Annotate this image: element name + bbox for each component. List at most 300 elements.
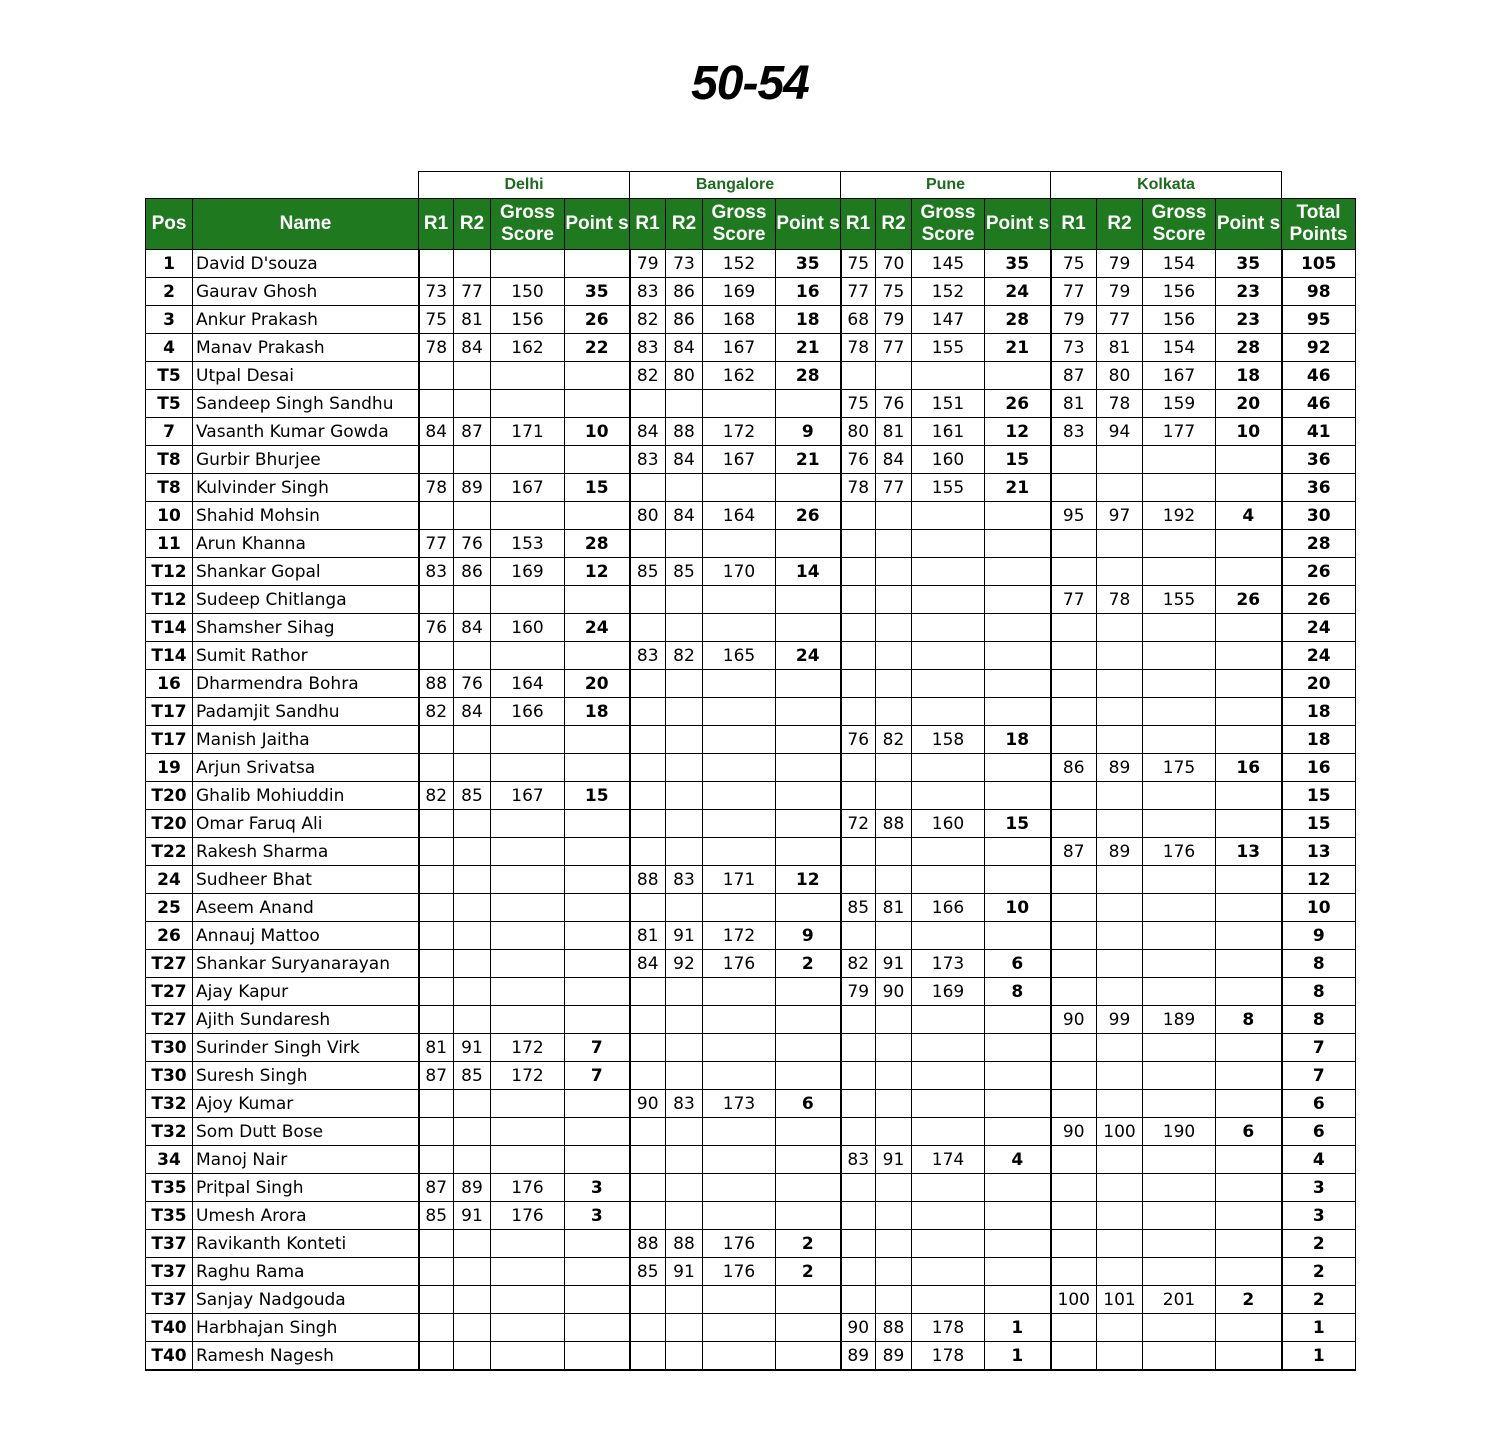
bangalore-gross-cell [703, 530, 776, 558]
bangalore-gross-cell: 164 [703, 502, 776, 530]
pune-r1-cell [841, 502, 876, 530]
total-points-cell: 98 [1282, 278, 1356, 306]
table-row [146, 838, 1356, 866]
kolkata-points-cell: 20 [1216, 390, 1282, 418]
pune-r1-cell [841, 754, 876, 782]
kolkata-points-cell [1216, 1202, 1282, 1230]
delhi-r2-cell: 86 [454, 558, 491, 586]
pune-points-cell: 21 [985, 334, 1051, 362]
position-cell: T27 [146, 978, 193, 1006]
delhi-points-cell: 12 [565, 558, 630, 586]
pune-r2-cell [876, 586, 912, 614]
player-name-cell: Harbhajan Singh [193, 1314, 419, 1342]
total-points-cell: 6 [1282, 1090, 1356, 1118]
kolkata-points-cell: 4 [1216, 502, 1282, 530]
kolkata-r1-cell [1051, 698, 1097, 726]
bangalore-points-cell [776, 838, 841, 866]
pune-r2-cell [876, 1174, 912, 1202]
position-cell: T27 [146, 1006, 193, 1034]
kolkata-gross-cell: 190 [1143, 1118, 1216, 1146]
pune-r1-cell: 89 [841, 1342, 876, 1371]
kolkata-gross-cell: 175 [1143, 754, 1216, 782]
player-name-cell: Gaurav Ghosh [193, 278, 419, 306]
bangalore-r2-cell: 91 [666, 1258, 703, 1286]
bangalore-points-cell [776, 978, 841, 1006]
kolkata-r2-cell [1097, 474, 1143, 502]
table-row [146, 782, 1356, 810]
kolkata-points-cell [1216, 810, 1282, 838]
pune-points-cell: 18 [985, 726, 1051, 754]
table-row [146, 1230, 1356, 1258]
table-row [146, 1174, 1356, 1202]
bangalore-r1-cell: 85 [630, 558, 666, 586]
kolkata-r2-cell [1097, 810, 1143, 838]
pune-points-cell [985, 614, 1051, 642]
pune-points-cell: 35 [985, 250, 1051, 278]
pune-r1-cell [841, 922, 876, 950]
table-row [146, 558, 1356, 586]
kolkata-points-cell: 23 [1216, 278, 1282, 306]
pune-points-cell: 8 [985, 978, 1051, 1006]
pune-gross-cell [912, 1230, 985, 1258]
delhi-r2-cell [454, 726, 491, 754]
kolkata-r2-cell [1097, 1258, 1143, 1286]
table-row [146, 334, 1356, 362]
pune-r2-cell: 79 [876, 306, 912, 334]
bangalore-gross-cell [703, 726, 776, 754]
kolkata-points-cell [1216, 1314, 1282, 1342]
pune-r1-cell [841, 1006, 876, 1034]
delhi-r1-cell [419, 894, 454, 922]
kolkata-r1-cell: 81 [1051, 390, 1097, 418]
bangalore-points-cell [776, 390, 841, 418]
delhi-points-cell: 3 [565, 1202, 630, 1230]
pune-r1-cell [841, 1118, 876, 1146]
total-points-cell: 18 [1282, 726, 1356, 754]
bangalore-gross-cell: 176 [703, 1258, 776, 1286]
player-name-cell: Arun Khanna [193, 530, 419, 558]
total-points-cell: 8 [1282, 1006, 1356, 1034]
delhi-r1-cell: 82 [419, 782, 454, 810]
position-cell: 26 [146, 922, 193, 950]
player-name-cell: Umesh Arora [193, 1202, 419, 1230]
pune-gross-cell: 158 [912, 726, 985, 754]
position-cell: T35 [146, 1202, 193, 1230]
delhi-r1-cell [419, 838, 454, 866]
kolkata-r2-cell: 89 [1097, 754, 1143, 782]
pune-gross-cell: 161 [912, 418, 985, 446]
player-name-cell: Rakesh Sharma [193, 838, 419, 866]
position-cell: 4 [146, 334, 193, 362]
bangalore-r1-cell [630, 838, 666, 866]
kolkata-points-cell: 35 [1216, 250, 1282, 278]
pune-r1-cell: 76 [841, 726, 876, 754]
kolkata-gross-cell [1143, 1342, 1216, 1371]
delhi-r2-cell [454, 1090, 491, 1118]
bangalore-r2-cell [666, 474, 703, 502]
delhi-r1-cell [419, 810, 454, 838]
player-name-cell: Ghalib Mohiuddin [193, 782, 419, 810]
pune-r2-cell: 91 [876, 950, 912, 978]
kolkata-r2-cell [1097, 1314, 1143, 1342]
table-row [146, 502, 1356, 530]
delhi-r1-cell [419, 726, 454, 754]
bangalore-r2-cell [666, 978, 703, 1006]
pune-r2-cell [876, 362, 912, 390]
delhi-r1-cell: 76 [419, 614, 454, 642]
kolkata-points-cell: 18 [1216, 362, 1282, 390]
bangalore-gross-cell: 162 [703, 362, 776, 390]
delhi-gross-cell: 150 [491, 278, 565, 306]
bangalore-r1-cell: 80 [630, 502, 666, 530]
delhi-r1-cell [419, 502, 454, 530]
bangalore-r2-cell: 82 [666, 642, 703, 670]
bangalore-gross-cell [703, 1342, 776, 1371]
delhi-r2-cell [454, 1342, 491, 1371]
pune-r1-cell [841, 1034, 876, 1062]
pune-r2-cell [876, 1230, 912, 1258]
kolkata-points-cell [1216, 1342, 1282, 1371]
pune-gross-cell [912, 530, 985, 558]
table-row [146, 978, 1356, 1006]
kolkata-r1-cell: 73 [1051, 334, 1097, 362]
kolkata-r1-cell [1051, 726, 1097, 754]
pune-r2-cell: 84 [876, 446, 912, 474]
bangalore-r1-cell [630, 1146, 666, 1174]
pune-r1-cell [841, 558, 876, 586]
kolkata-points-cell: 26 [1216, 586, 1282, 614]
position-cell: T17 [146, 698, 193, 726]
delhi-points-cell: 7 [565, 1062, 630, 1090]
bangalore-r1-cell [630, 1174, 666, 1202]
delhi-points-cell: 15 [565, 782, 630, 810]
bangalore-r1-cell [630, 1006, 666, 1034]
header-total-points: Total Points [1282, 199, 1356, 250]
kolkata-gross-cell [1143, 1146, 1216, 1174]
bangalore-gross-cell [703, 978, 776, 1006]
total-points-cell: 7 [1282, 1034, 1356, 1062]
kolkata-r2-cell [1097, 978, 1143, 1006]
player-name-cell: Som Dutt Bose [193, 1118, 419, 1146]
bangalore-gross-cell [703, 754, 776, 782]
table-row [146, 670, 1356, 698]
pune-r1-cell [841, 530, 876, 558]
column-header-row [146, 199, 1356, 250]
kolkata-r1-cell [1051, 1146, 1097, 1174]
bangalore-gross-cell: 168 [703, 306, 776, 334]
delhi-points-cell [565, 250, 630, 278]
pune-gross-cell [912, 558, 985, 586]
bangalore-r2-cell [666, 1062, 703, 1090]
pune-r2-cell: 89 [876, 1342, 912, 1371]
bangalore-r1-cell: 83 [630, 334, 666, 362]
delhi-r1-cell [419, 1342, 454, 1371]
bangalore-r1-cell [630, 586, 666, 614]
kolkata-r1-cell [1051, 1090, 1097, 1118]
kolkata-points-cell [1216, 614, 1282, 642]
table-row [146, 1286, 1356, 1314]
player-name-cell: Annauj Mattoo [193, 922, 419, 950]
pune-r2-cell [876, 530, 912, 558]
total-points-cell: 1 [1282, 1314, 1356, 1342]
delhi-gross-cell [491, 642, 565, 670]
kolkata-points-cell [1216, 530, 1282, 558]
delhi-r1-cell [419, 586, 454, 614]
pune-r2-cell: 90 [876, 978, 912, 1006]
kolkata-gross-cell [1143, 614, 1216, 642]
kolkata-points-cell [1216, 782, 1282, 810]
kolkata-r1-cell [1051, 1202, 1097, 1230]
kolkata-gross-cell [1143, 1090, 1216, 1118]
pune-r2-cell [876, 642, 912, 670]
delhi-r2-cell [454, 1258, 491, 1286]
total-points-cell: 1 [1282, 1342, 1356, 1371]
kolkata-r2-cell: 97 [1097, 502, 1143, 530]
bangalore-r1-cell [630, 670, 666, 698]
pune-r1-cell [841, 670, 876, 698]
bangalore-points-cell: 2 [776, 1258, 841, 1286]
total-points-cell: 28 [1282, 530, 1356, 558]
page-title: 50-54 [691, 57, 809, 110]
delhi-points-cell [565, 1314, 630, 1342]
delhi-points-cell [565, 726, 630, 754]
pune-gross-cell [912, 866, 985, 894]
kolkata-points-cell: 8 [1216, 1006, 1282, 1034]
bangalore-gross-cell: 169 [703, 278, 776, 306]
bangalore-r2-cell [666, 390, 703, 418]
pune-gross-cell [912, 642, 985, 670]
player-name-cell: Aseem Anand [193, 894, 419, 922]
bangalore-gross-cell: 173 [703, 1090, 776, 1118]
bangalore-r1-cell: 82 [630, 306, 666, 334]
delhi-r2-cell [454, 754, 491, 782]
position-cell: T17 [146, 726, 193, 754]
kolkata-r2-cell [1097, 670, 1143, 698]
delhi-gross-cell [491, 1006, 565, 1034]
pune-points-cell: 10 [985, 894, 1051, 922]
delhi-gross-cell: 172 [491, 1062, 565, 1090]
player-name-cell: Dharmendra Bohra [193, 670, 419, 698]
pune-r2-cell [876, 698, 912, 726]
kolkata-r2-cell [1097, 1034, 1143, 1062]
delhi-r1-cell: 73 [419, 278, 454, 306]
delhi-points-cell [565, 1230, 630, 1258]
pune-r1-cell [841, 1258, 876, 1286]
delhi-points-cell [565, 754, 630, 782]
pune-gross-cell [912, 1062, 985, 1090]
delhi-r2-cell: 89 [454, 1174, 491, 1202]
delhi-points-cell: 10 [565, 418, 630, 446]
pune-gross-cell [912, 670, 985, 698]
bangalore-points-cell [776, 1286, 841, 1314]
table-row [146, 586, 1356, 614]
bangalore-gross-cell [703, 810, 776, 838]
bangalore-r1-cell [630, 530, 666, 558]
pune-r2-cell: 77 [876, 474, 912, 502]
header-points: Point s [776, 199, 841, 250]
pune-points-cell: 24 [985, 278, 1051, 306]
pune-gross-cell: 166 [912, 894, 985, 922]
header-r1: R1 [841, 199, 876, 250]
kolkata-gross-cell [1143, 474, 1216, 502]
kolkata-r1-cell [1051, 614, 1097, 642]
player-name-cell: Ravikanth Konteti [193, 1230, 419, 1258]
bangalore-gross-cell [703, 1202, 776, 1230]
pune-gross-cell [912, 1006, 985, 1034]
pune-gross-cell: 174 [912, 1146, 985, 1174]
kolkata-r1-cell [1051, 530, 1097, 558]
bangalore-points-cell: 21 [776, 446, 841, 474]
bangalore-r1-cell: 88 [630, 1230, 666, 1258]
bangalore-r1-cell [630, 894, 666, 922]
leaderboard-body [146, 250, 1356, 1371]
bangalore-gross-cell: 172 [703, 922, 776, 950]
delhi-r2-cell [454, 642, 491, 670]
bangalore-r1-cell [630, 1342, 666, 1371]
kolkata-r2-cell [1097, 1090, 1143, 1118]
position-cell: T14 [146, 614, 193, 642]
total-points-cell: 20 [1282, 670, 1356, 698]
bangalore-points-cell [776, 726, 841, 754]
total-points-cell: 8 [1282, 978, 1356, 1006]
header-pos: Pos [146, 199, 193, 250]
delhi-gross-cell [491, 838, 565, 866]
header-r2: R2 [876, 199, 912, 250]
table-row [146, 614, 1356, 642]
pune-r2-cell [876, 670, 912, 698]
position-cell: T37 [146, 1230, 193, 1258]
position-cell: T32 [146, 1090, 193, 1118]
pune-points-cell [985, 754, 1051, 782]
pune-r2-cell: 91 [876, 1146, 912, 1174]
pune-gross-cell: 160 [912, 810, 985, 838]
pune-r1-cell: 78 [841, 334, 876, 362]
kolkata-points-cell [1216, 978, 1282, 1006]
delhi-r2-cell [454, 1118, 491, 1146]
pune-points-cell [985, 782, 1051, 810]
table-row [146, 278, 1356, 306]
total-points-cell: 8 [1282, 950, 1356, 978]
total-points-cell: 30 [1282, 502, 1356, 530]
city-header-delhi: Delhi [419, 172, 630, 199]
kolkata-gross-cell [1143, 726, 1216, 754]
kolkata-gross-cell [1143, 558, 1216, 586]
player-name-cell: Sumit Rathor [193, 642, 419, 670]
kolkata-r2-cell [1097, 1230, 1143, 1258]
bangalore-gross-cell [703, 586, 776, 614]
table-row [146, 362, 1356, 390]
delhi-gross-cell [491, 250, 565, 278]
position-cell: T5 [146, 390, 193, 418]
pune-gross-cell [912, 1118, 985, 1146]
kolkata-r1-cell [1051, 1314, 1097, 1342]
kolkata-r1-cell [1051, 1258, 1097, 1286]
bangalore-r1-cell [630, 390, 666, 418]
total-points-cell: 26 [1282, 586, 1356, 614]
kolkata-r1-cell: 77 [1051, 278, 1097, 306]
table-row [146, 1314, 1356, 1342]
header-gross-score: Gross Score [703, 199, 776, 250]
delhi-r2-cell: 84 [454, 614, 491, 642]
position-cell: 11 [146, 530, 193, 558]
kolkata-gross-cell [1143, 866, 1216, 894]
bangalore-r1-cell [630, 978, 666, 1006]
pune-r1-cell [841, 1062, 876, 1090]
position-cell: 10 [146, 502, 193, 530]
bangalore-gross-cell [703, 1062, 776, 1090]
delhi-gross-cell: 153 [491, 530, 565, 558]
bangalore-r1-cell: 84 [630, 950, 666, 978]
city-header-bangalore: Bangalore [630, 172, 841, 199]
pune-gross-cell: 152 [912, 278, 985, 306]
delhi-r1-cell [419, 1258, 454, 1286]
total-points-cell: 2 [1282, 1230, 1356, 1258]
delhi-gross-cell [491, 950, 565, 978]
kolkata-r2-cell: 81 [1097, 334, 1143, 362]
pune-gross-cell: 155 [912, 334, 985, 362]
delhi-points-cell [565, 866, 630, 894]
bangalore-r2-cell [666, 1146, 703, 1174]
bangalore-points-cell: 12 [776, 866, 841, 894]
bangalore-points-cell [776, 1118, 841, 1146]
bangalore-r2-cell [666, 1118, 703, 1146]
bangalore-r1-cell: 79 [630, 250, 666, 278]
bangalore-gross-cell [703, 1174, 776, 1202]
position-cell: 24 [146, 866, 193, 894]
pune-r1-cell: 75 [841, 250, 876, 278]
bangalore-points-cell: 6 [776, 1090, 841, 1118]
bangalore-points-cell [776, 782, 841, 810]
delhi-r1-cell [419, 642, 454, 670]
pune-gross-cell [912, 1174, 985, 1202]
delhi-r1-cell: 83 [419, 558, 454, 586]
delhi-r2-cell [454, 950, 491, 978]
delhi-gross-cell [491, 446, 565, 474]
table-row [146, 1034, 1356, 1062]
kolkata-r2-cell [1097, 530, 1143, 558]
delhi-r1-cell: 81 [419, 1034, 454, 1062]
position-cell: T40 [146, 1314, 193, 1342]
delhi-r1-cell [419, 1006, 454, 1034]
bangalore-points-cell [776, 1174, 841, 1202]
delhi-gross-cell: 166 [491, 698, 565, 726]
pune-r2-cell: 81 [876, 894, 912, 922]
pune-points-cell: 15 [985, 810, 1051, 838]
bangalore-r2-cell: 85 [666, 558, 703, 586]
bangalore-points-cell: 18 [776, 306, 841, 334]
table-row [146, 866, 1356, 894]
delhi-r2-cell: 85 [454, 1062, 491, 1090]
pune-r1-cell: 82 [841, 950, 876, 978]
position-cell: T27 [146, 950, 193, 978]
pune-points-cell [985, 698, 1051, 726]
delhi-r2-cell: 76 [454, 670, 491, 698]
pune-points-cell [985, 670, 1051, 698]
pune-r1-cell [841, 642, 876, 670]
delhi-r2-cell [454, 894, 491, 922]
kolkata-gross-cell: 167 [1143, 362, 1216, 390]
pune-r1-cell: 80 [841, 418, 876, 446]
delhi-gross-cell: 169 [491, 558, 565, 586]
pune-points-cell [985, 1062, 1051, 1090]
city-header-kolkata: Kolkata [1051, 172, 1282, 199]
bangalore-r2-cell [666, 894, 703, 922]
bangalore-r2-cell: 84 [666, 446, 703, 474]
pune-points-cell: 1 [985, 1342, 1051, 1371]
delhi-r2-cell: 76 [454, 530, 491, 558]
bangalore-r2-cell [666, 1202, 703, 1230]
pune-r2-cell: 77 [876, 334, 912, 362]
